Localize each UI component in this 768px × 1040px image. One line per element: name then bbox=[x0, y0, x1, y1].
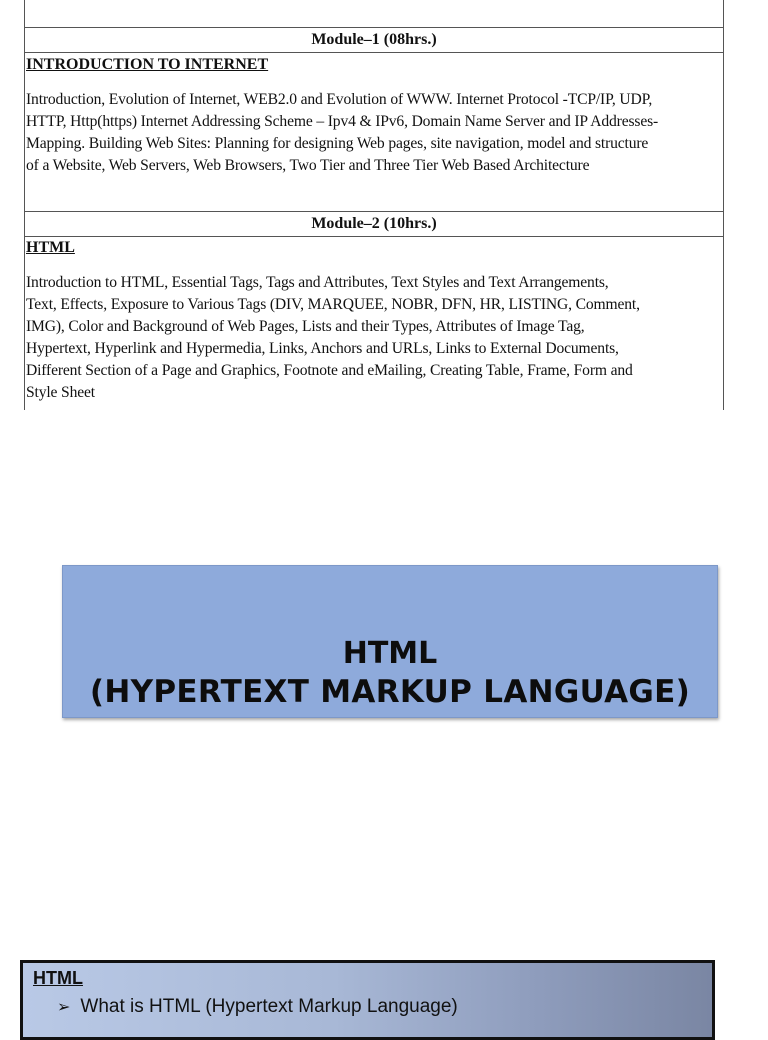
module-1-description bbox=[26, 89, 726, 177]
table-divider bbox=[24, 27, 724, 28]
description-line: Different Section of a Page and Graphics, Footnote and eMailing, Creating Table, Frame, Form and bbox=[26, 362, 633, 379]
content-slide bbox=[20, 960, 715, 1040]
module-1-heading: Module–1 (08hrs.) bbox=[311, 31, 437, 48]
slide-heading: HTML bbox=[33, 968, 83, 988]
table-divider bbox=[24, 211, 724, 212]
description-line: Text, Effects, Exposure to Various Tags (DIV, MARQUEE, NOBR, DFN, HR, LISTING, Comment, bbox=[26, 296, 640, 313]
table-divider bbox=[24, 52, 724, 53]
slide-title-line-2: (HYPERTEXT MARKUP LANGUAGE) bbox=[89, 674, 691, 710]
description-line: IMG), Color and Background of Web Pages, Lists and their Types, Attributes of Image Tag, bbox=[26, 318, 585, 335]
title-slide bbox=[62, 565, 718, 718]
description-line: Mapping. Building Web Sites: Planning for designing Web pages, site navigation, model and structure bbox=[26, 135, 649, 152]
table-divider bbox=[24, 236, 724, 237]
description-line: HTTP, Http(https) Internet Addressing Scheme – Ipv4 & IPv6, Domain Name Server and IP Addresses- bbox=[26, 113, 659, 130]
description-line: Introduction to HTML, Essential Tags, Tags and Attributes, Text Styles and Text Arrangements, bbox=[26, 274, 609, 291]
bullet-text: What is HTML (Hypertext Markup Language) bbox=[80, 996, 458, 1017]
module-2-title: HTML bbox=[26, 239, 75, 256]
table-border-left bbox=[24, 0, 25, 410]
slide-title-line-1: HTML bbox=[342, 636, 438, 671]
module-1-title: INTRODUCTION TO INTERNET bbox=[26, 56, 269, 73]
description-line: Introduction, Evolution of Internet, WEB2.0 and Evolution of WWW. Internet Protocol -TCP/IP, UDP, bbox=[26, 91, 653, 108]
syllabus-table bbox=[24, 0, 724, 410]
description-line: of a Website, Web Servers, Web Browsers, Two Tier and Three Tier Web Based Architecture bbox=[26, 157, 590, 174]
bullet-item bbox=[57, 995, 458, 1020]
description-line: Hypertext, Hyperlink and Hypermedia, Links, Anchors and URLs, Links to External Documents, bbox=[26, 340, 619, 357]
description-line: Style Sheet bbox=[26, 384, 95, 401]
module-2-description bbox=[26, 272, 726, 404]
arrow-bullet-icon: ➢ bbox=[57, 999, 71, 1016]
module-2-heading: Module–2 (10hrs.) bbox=[311, 215, 437, 232]
